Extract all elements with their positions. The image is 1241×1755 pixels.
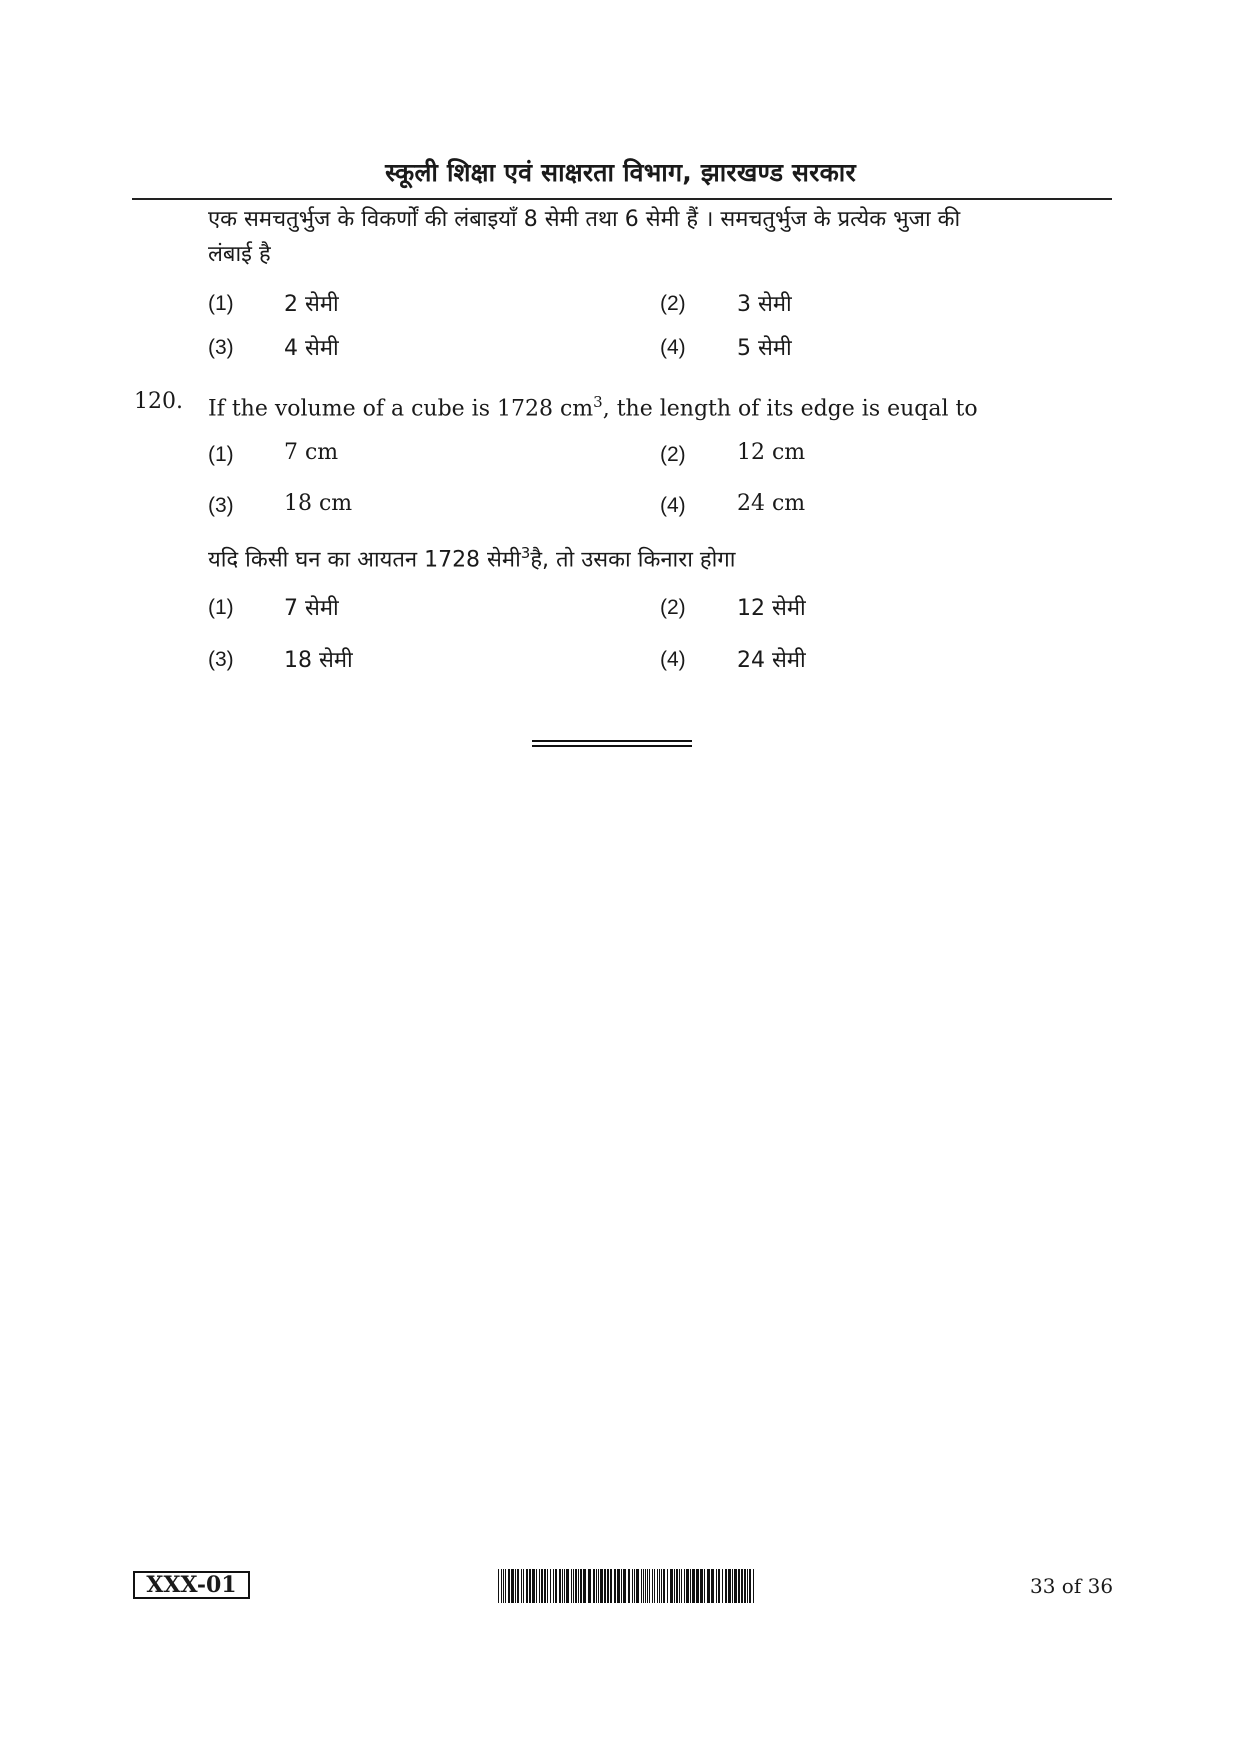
option-number: (1) — [208, 443, 234, 466]
option-text: 7 सेमी — [284, 596, 339, 621]
option-number: (4) — [660, 336, 686, 359]
option-number: (3) — [208, 648, 234, 671]
superscript: 3 — [520, 544, 531, 562]
page-header-title: स्कूली शिक्षा एवं साक्षरता विभाग, झारखण्ड सरकार — [385, 158, 856, 187]
superscript: 3 — [593, 393, 603, 411]
option-text: 12 cm — [737, 440, 806, 465]
option-number: (3) — [208, 336, 234, 359]
option-number: (4) — [660, 494, 686, 517]
option-number: (2) — [660, 596, 686, 619]
question-text-english — [208, 385, 978, 426]
option-number: (1) — [208, 292, 234, 315]
question-text-part: यदि किसी घन का आयतन 1728 सेमी — [208, 547, 521, 573]
paper-code-box: XXX-01 — [133, 1571, 250, 1599]
option-number: (2) — [660, 292, 686, 315]
option-text: 4 सेमी — [284, 336, 339, 361]
question-number: 120. — [134, 389, 183, 414]
question-hindi-line-1: एक समचतुर्भुज के विकर्णों की लंबाइयाँ 8 सेमी तथा 6 सेमी हैं । समचतुर्भुज के प्रत्येक भुजा की — [208, 207, 961, 232]
option-number: (1) — [208, 596, 234, 619]
option-number: (3) — [208, 494, 234, 517]
option-text: 2 सेमी — [284, 292, 339, 317]
question-text-part: है, तो उसका किनारा होगा — [530, 547, 736, 573]
question-text-part: If the volume of a cube is 1728 cm — [208, 396, 594, 422]
option-text: 24 cm — [737, 491, 806, 516]
page-number: 33 of 36 — [1030, 1574, 1114, 1598]
question-text-hindi — [208, 536, 735, 577]
option-text: 18 सेमी — [284, 648, 353, 673]
option-number: (4) — [660, 648, 686, 671]
option-text: 24 सेमी — [737, 648, 806, 673]
question-text-part: , the length of its edge is euqal to — [602, 396, 978, 422]
option-text: 5 सेमी — [737, 336, 792, 361]
barcode-image — [498, 1569, 756, 1603]
option-number: (2) — [660, 443, 686, 466]
option-text: 12 सेमी — [737, 596, 806, 621]
header-divider — [132, 198, 1112, 200]
option-text: 7 cm — [284, 440, 339, 465]
option-text: 3 सेमी — [737, 292, 792, 317]
question-hindi-line-2: लंबाई है — [208, 242, 271, 267]
option-text: 18 cm — [284, 491, 353, 516]
end-of-section-double-rule — [532, 740, 692, 747]
